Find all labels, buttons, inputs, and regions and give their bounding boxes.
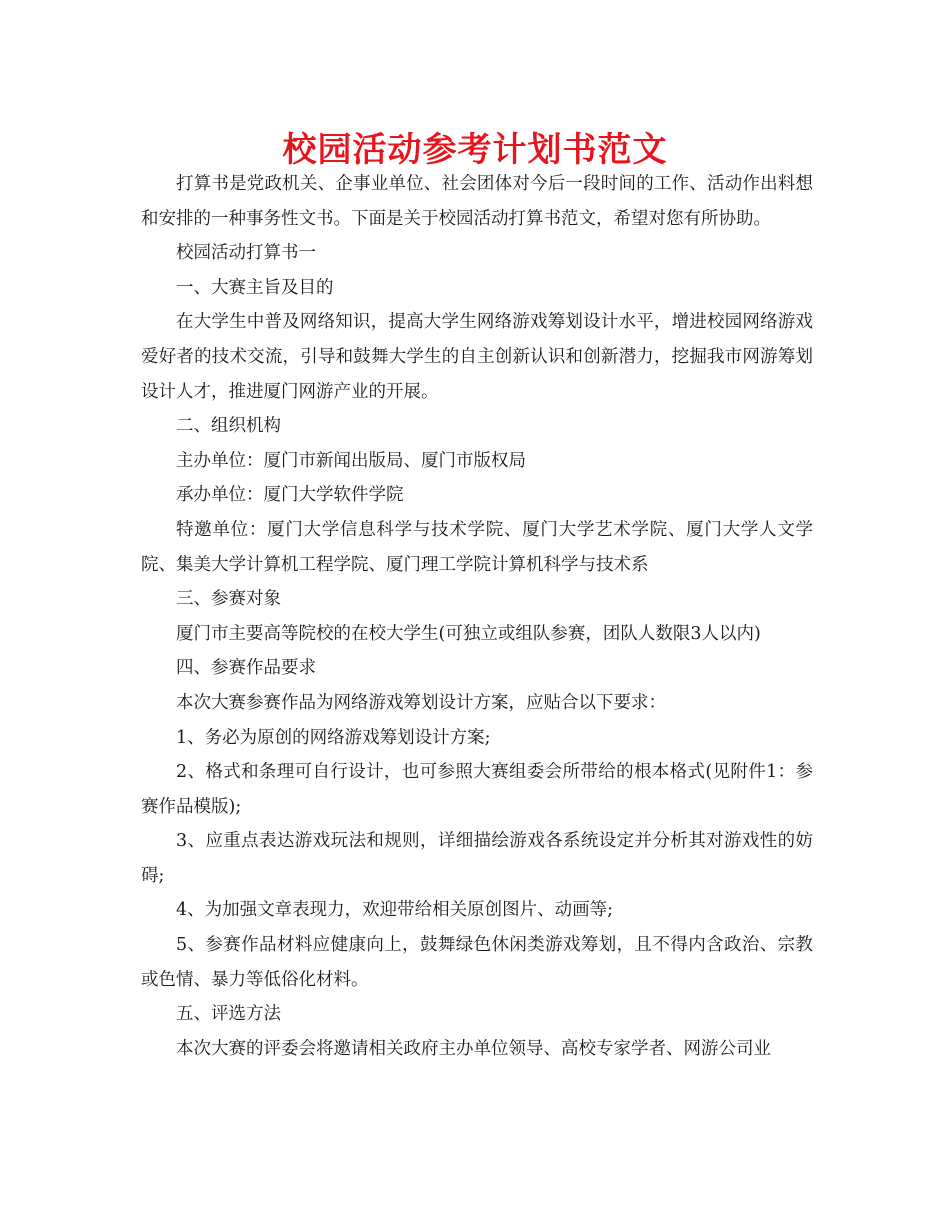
- paragraph-evaluation: 本次大赛的评委会将邀请相关政府主办单位领导、高校专家学者、网游公司业: [176, 1038, 771, 1059]
- paragraph-purpose: 在大学生中普及网络知识，提高大学生网络游戏筹划设计水平，增进校园网络游戏爱好者的技术交流，引导和鼓舞大学生的自主创新认识和创新潜力，挖掘我市网游筹划设计人才，推进厦门网游产业的开展。: [141, 312, 813, 402]
- requirement-item-4: 4、为加强文章表现力，欢迎带给相关原创图片、动画等;: [176, 900, 614, 921]
- paragraph-plan-one-heading: 校园活动打算书一: [176, 243, 316, 264]
- requirement-item-2: 2、格式和条理可自行设计，也可参照大赛组委会所带给的根本格式(见附件1：参赛作品模版);: [141, 762, 813, 817]
- paragraph-organizer: 承办单位：厦门大学软件学院: [176, 485, 404, 506]
- section-heading-evaluation: 五、评选方法: [176, 1004, 281, 1025]
- document-title: 校园活动参考计划书范文: [282, 130, 668, 170]
- section-heading-purpose: 一、大赛主旨及目的: [176, 277, 334, 298]
- section-heading-requirements: 四、参赛作品要求: [176, 658, 316, 679]
- requirement-item-3: 3、应重点表达游戏玩法和规则，详细描绘游戏各系统设定并分析其对游戏性的妨碍;: [141, 831, 813, 886]
- requirement-item-5: 5、参赛作品材料应健康向上，鼓舞绿色休闲类游戏筹划，且不得内含政治、宗教或色情、暴力等低俗化材料。: [141, 935, 813, 990]
- section-heading-participants: 三、参赛对象: [176, 589, 281, 610]
- paragraph-intro: 打算书是党政机关、企事业单位、社会团体对今后一段时间的工作、活动作出料想和安排的一种事务性文书。下面是关于校园活动打算书范文，希望对您有所协助。: [141, 174, 813, 229]
- requirement-item-1: 1、务必为原创的网络游戏筹划设计方案;: [176, 727, 491, 748]
- paragraph-invited: 特邀单位：厦门大学信息科学与技术学院、厦门大学艺术学院、厦门大学人文学院、集美大学计算机工程学院、厦门理工学院计算机科学与技术系: [141, 519, 813, 575]
- paragraph-host: 主办单位：厦门市新闻出版局、厦门市版权局: [176, 450, 526, 471]
- document-body: [141, 167, 813, 1066]
- section-heading-organization: 二、组织机构: [176, 416, 281, 437]
- paragraph-requirements-intro: 本次大赛参赛作品为网络游戏筹划设计方案，应贴合以下要求：: [176, 692, 666, 713]
- paragraph-participants: 厦门市主要高等院校的在校大学生(可独立或组队参赛，团队人数限3人以内): [176, 623, 761, 644]
